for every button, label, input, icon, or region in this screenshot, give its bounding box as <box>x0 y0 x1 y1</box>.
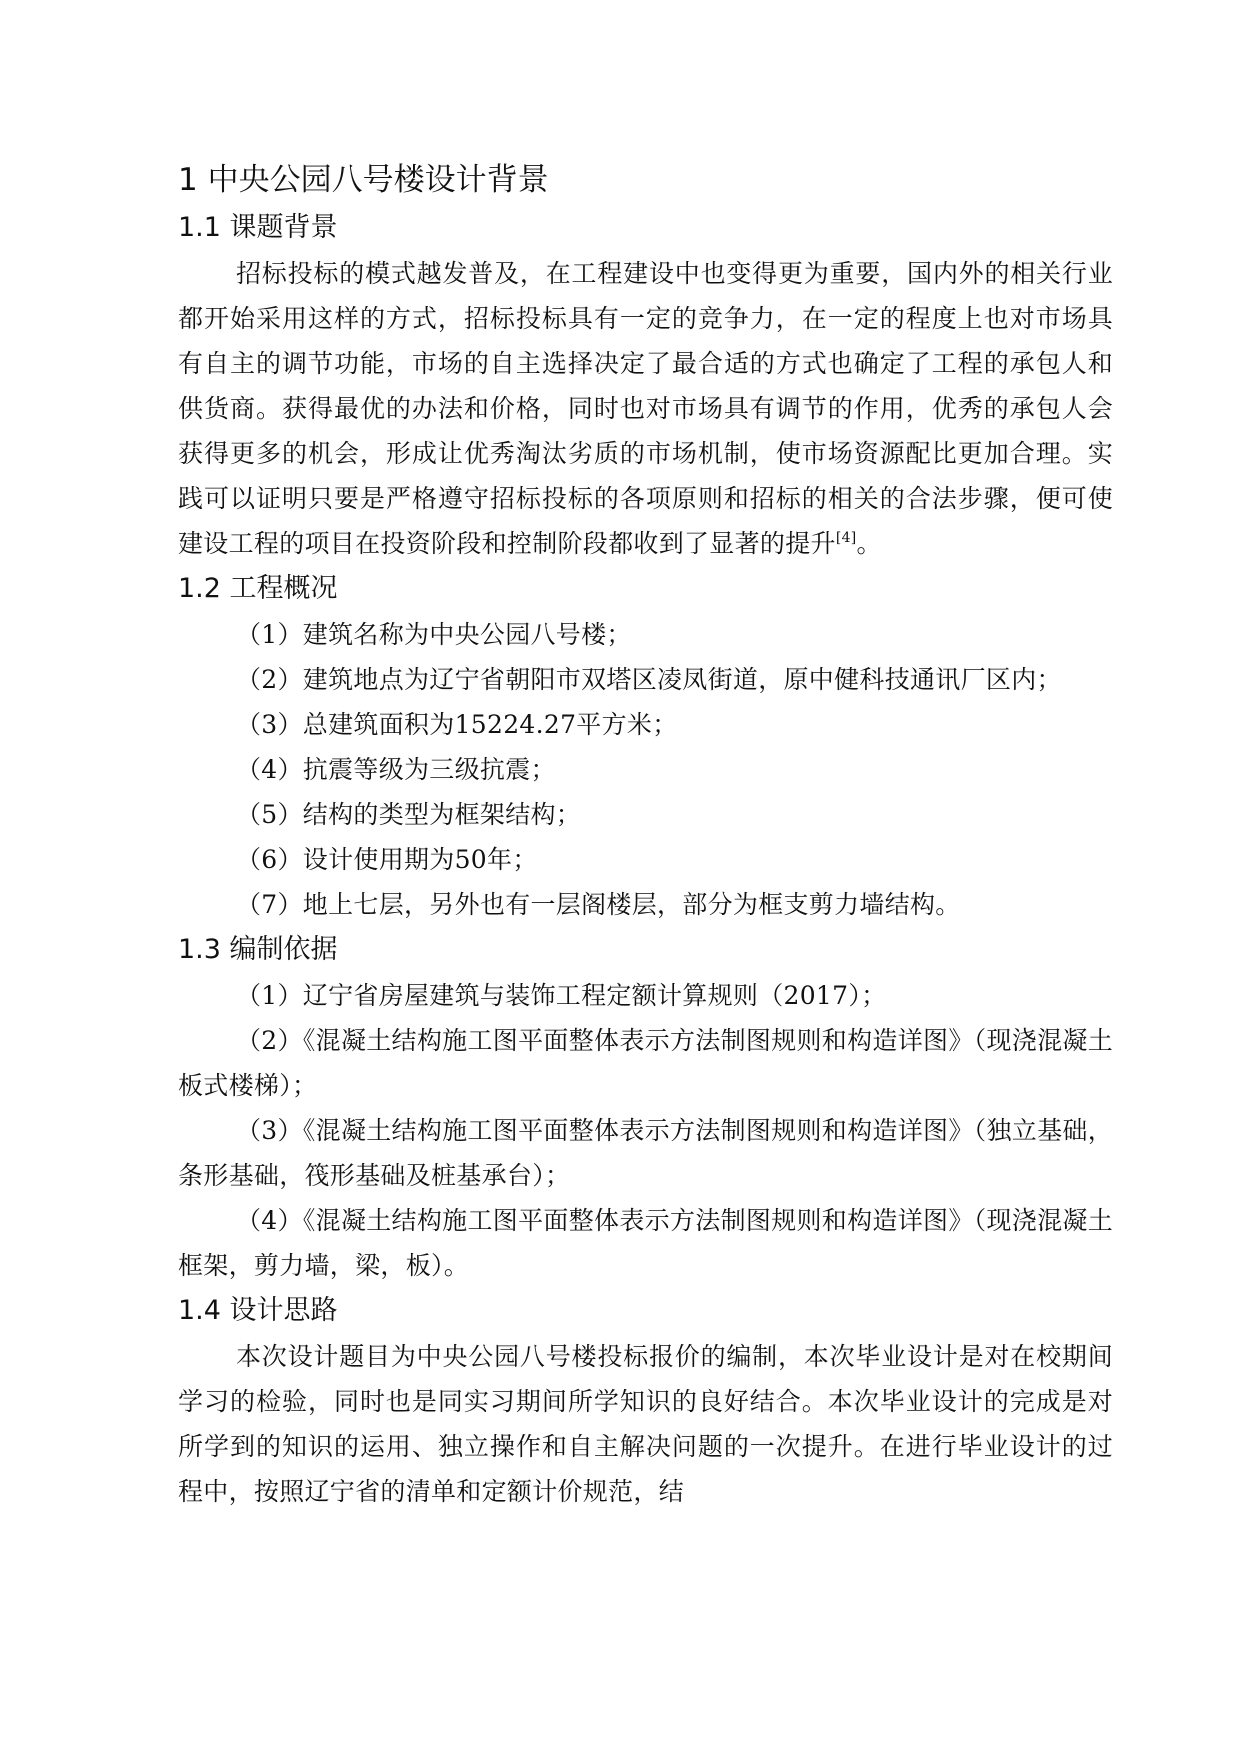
overview-item: （7）地上七层，另外也有一层阁楼层，部分为框支剪力墙结构。 <box>236 890 961 919</box>
overview-item: （1）建筑名称为中央公园八号楼； <box>236 620 632 649</box>
background-text: 招标投标的模式越发普及，在工程建设中也变得更为重要，国内外的相关行业都开始采用这样的方式，招标投标具有一定的竞争力，在一定的程度上也对市场具有自主的调节功能，市场的自主选择决定了最合适的方式也确定了工程的承包人和供货商。获得最优的办法和价格，同时也对市场具有调节的作用，优秀的承包人会获得更多的机会，形成让优秀淘汰劣质的市场机制，使市场资源配比更加合理。实践可以证明只要是严格遵守招标投标的各项原则和招标的相关的合法步骤，便可使建设工程的项目在投资阶段和控制阶段都收到了显著的提升 <box>178 259 1113 558</box>
background-paragraph <box>178 251 1113 566</box>
basis-item: （1）辽宁省房屋建筑与装饰工程定额计算规则（2017）； <box>236 981 887 1010</box>
chapter-title: 1 中央公园八号楼设计背景 <box>178 162 549 198</box>
section-title-background: 1.1 课题背景 <box>178 212 338 243</box>
basis-item: （3）《混凝土结构施工图平面整体表示方法制图规则和构造详图》（独立基础，条形基础，筏形基础及桩基承台）； <box>178 1116 1113 1190</box>
overview-item: （2）建筑地点为辽宁省朝阳市双塔区凌凤街道，原中健科技通讯厂区内； <box>236 665 1062 694</box>
paragraph-end: 。 <box>856 529 882 558</box>
section-title-basis: 1.3 编制依据 <box>178 934 338 965</box>
basis-item: （4）《混凝土结构施工图平面整体表示方法制图规则和构造详图》（现浇混凝土框架，剪力墙，梁，板）。 <box>178 1206 1113 1280</box>
overview-item: （4）抗震等级为三级抗震； <box>236 755 556 784</box>
section-title-design-approach: 1.4 设计思路 <box>178 1295 338 1326</box>
document-page <box>178 155 1113 1514</box>
basis-item: （2）《混凝土结构施工图平面整体表示方法制图规则和构造详图》（现浇混凝土板式楼梯）； <box>178 1026 1113 1100</box>
section-title-overview: 1.2 工程概况 <box>178 573 338 604</box>
citation-ref: [4] <box>835 530 857 546</box>
overview-item: （5）结构的类型为框架结构； <box>236 800 582 829</box>
design-approach-paragraph: 本次设计题目为中央公园八号楼投标报价的编制，本次毕业设计是对在校期间学习的检验，同时也是同实习期间所学知识的良好结合。本次毕业设计的完成是对所学到的知识的运用、独立操作和自主解决问题的一次提升。在进行毕业设计的过程中，按照辽宁省的清单和定额计价规范，结 <box>178 1342 1113 1506</box>
overview-item: （3）总建筑面积为15224.27平方米； <box>236 710 678 739</box>
overview-item: （6）设计使用期为50年； <box>236 845 538 874</box>
